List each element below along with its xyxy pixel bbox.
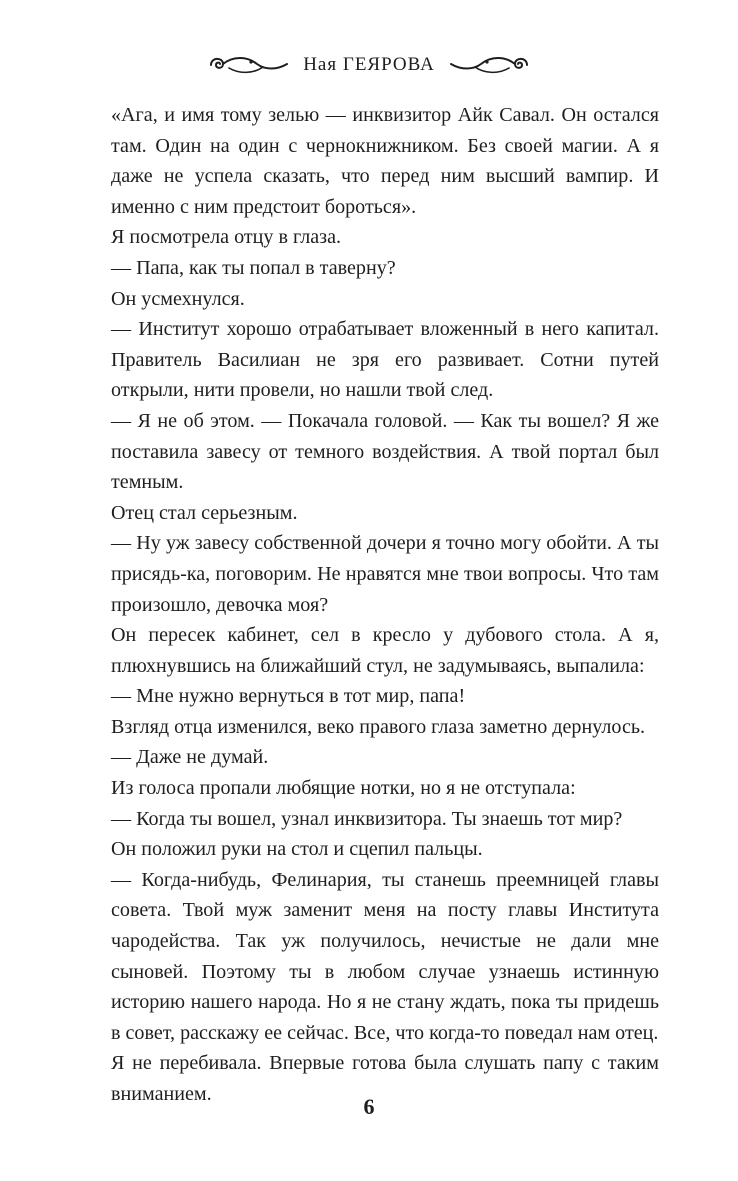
paragraph: Он пересек кабинет, сел в кресло у дубового стола. А я, плюхнувшись на ближайший стул, не задумываясь, выпалила: xyxy=(111,624,659,677)
paragraph: Он положил руки на стол и сцепил пальцы. xyxy=(111,838,483,861)
paragraph: — Мне нужно вернуться в тот мир, папа! xyxy=(111,685,466,708)
left-flourish-icon xyxy=(207,52,289,78)
paragraph: Я не перебивала. Впервые готова была слушать папу с таким вниманием. xyxy=(111,1052,659,1105)
paragraph: — Когда-нибудь, Фелинария, ты станешь преемницей главы совета. Твой муж заменит меня на посту главы Института чародейства. Так уж получилось, нечистые не дали мне сыновей. Поэтому ты в любом случае узнаешь истинную историю нашего народа. Но я не стану ждать, пока ты придешь в совет, расскажу ее сейчас. Все, что когда-то поведал нам отец. xyxy=(111,868,659,1044)
paragraph: — Ну уж завесу собственной дочери я точно могу обойти. А ты присядь-ка, поговорим. Не нравятся мне твои вопросы. Что там произошло, девочка моя? xyxy=(111,532,659,616)
paragraph: Из голоса пропали любящие нотки, но я не отступала: xyxy=(111,777,576,800)
running-header xyxy=(0,52,738,78)
paragraph: Взгляд отца изменился, веко правого глаза заметно дернулось. xyxy=(111,715,646,738)
paragraph: — Папа, как ты попал в таверну? xyxy=(111,256,396,279)
paragraph: — Когда ты вошел, узнал инквизитора. Ты знаешь тот мир? xyxy=(111,807,623,830)
paragraph: — Институт хорошо отрабатывает вложенный в него капитал. Правитель Василиан не зря его развивает. Сотни путей открыли, нити провели, но нашли твой след. xyxy=(111,318,659,402)
paragraph: Он усмехнулся. xyxy=(111,287,245,310)
paragraph: Отец стал серьезным. xyxy=(111,501,298,524)
running-header-title: Ная ГЕЯРОВА xyxy=(303,54,435,75)
body-text xyxy=(111,100,659,1110)
paragraph: «Ага, и имя тому зелью — инквизитор Айк Савал. Он остался там. Один на один с чернокнижником. Без своей магии. А я даже не успела сказать, что перед ним высший вампир. И именно с ним предстоит бороться». xyxy=(111,104,659,218)
paragraph: Я посмотрела отцу в глаза. xyxy=(111,226,342,249)
right-flourish-icon xyxy=(449,52,531,78)
paragraph: — Я не об этом. — Покачала головой. — Как ты вошел? Я же поставила завесу от темного воздействия. А твой портал был темным. xyxy=(111,409,659,494)
page-number: 6 xyxy=(363,1094,375,1119)
paragraph: — Даже не думай. xyxy=(111,746,269,769)
